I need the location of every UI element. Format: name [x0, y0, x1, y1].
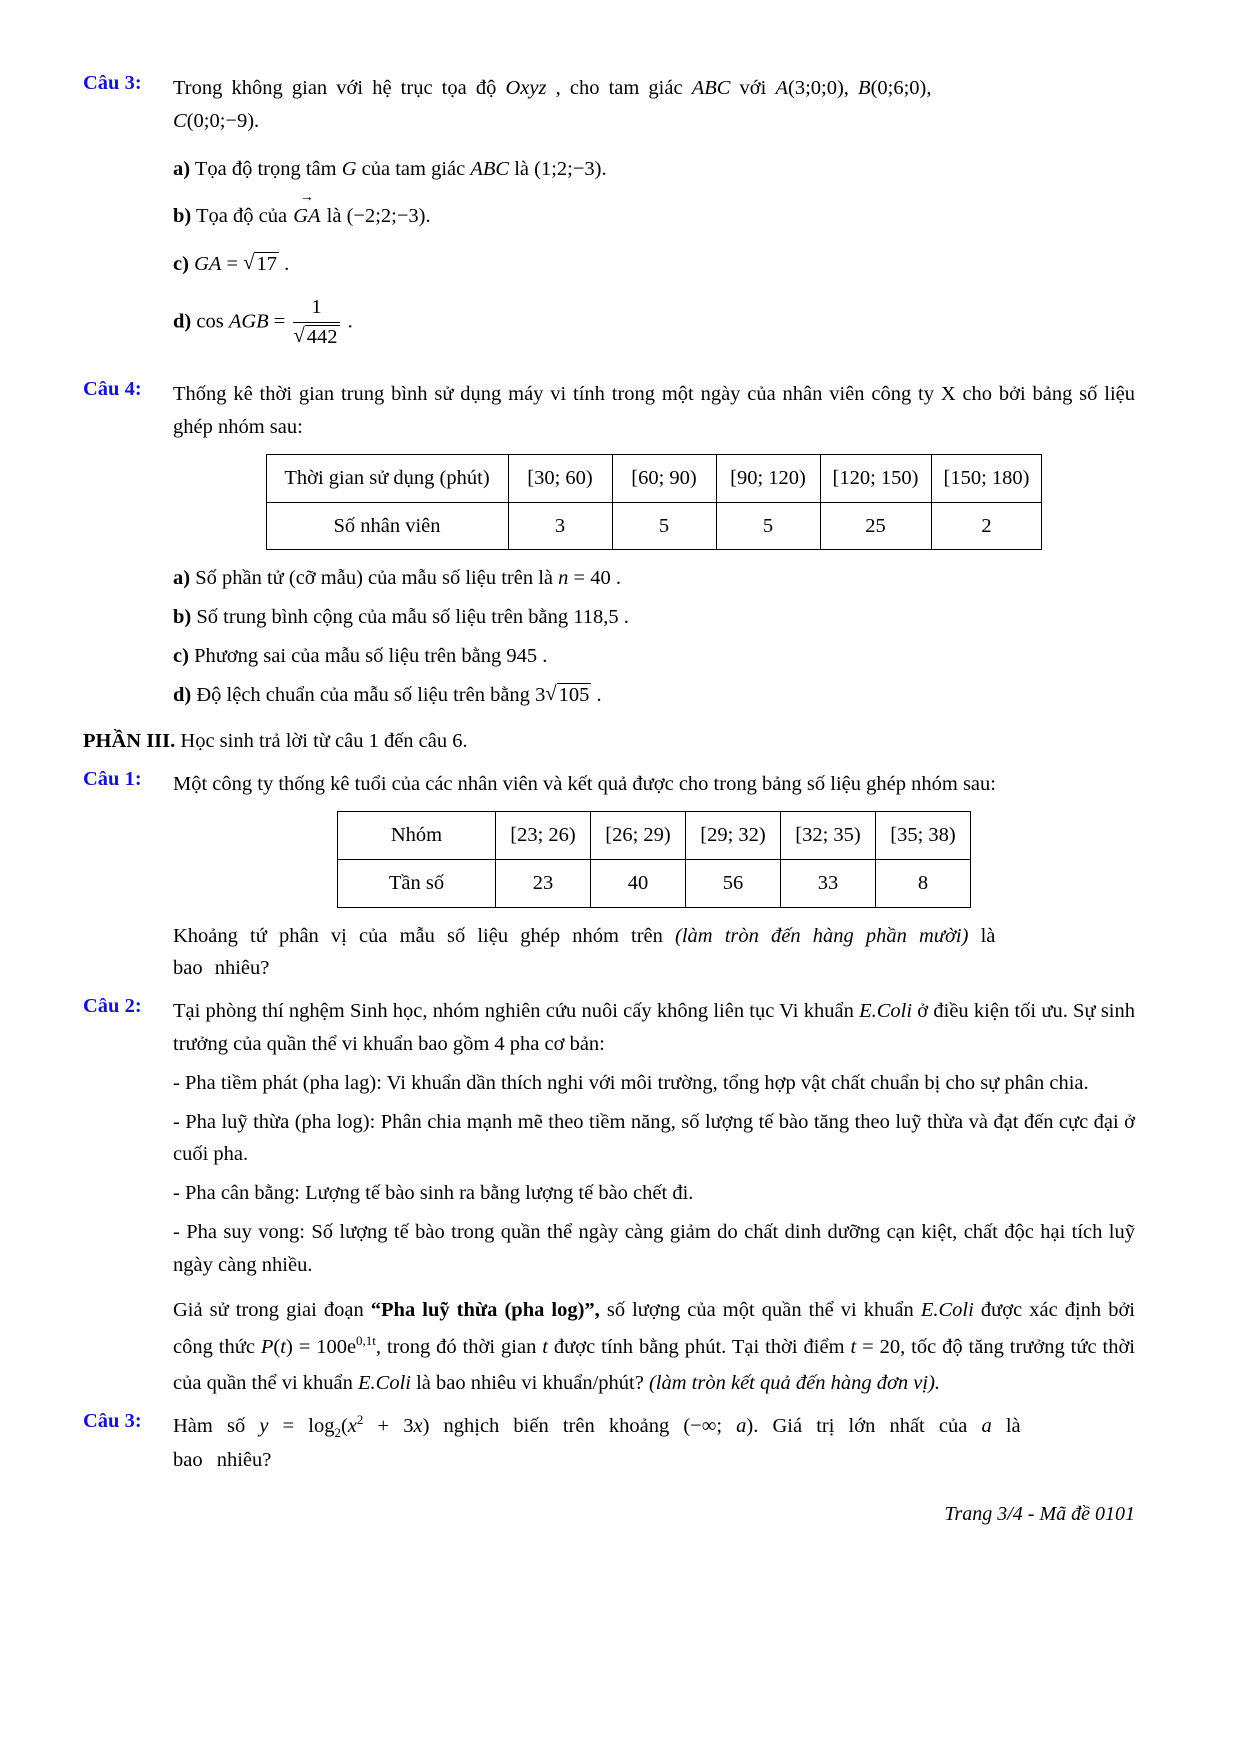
text-run: . — [591, 683, 602, 706]
math-var-ga: GA — [293, 205, 321, 228]
question-label: Câu 3: — [83, 72, 142, 94]
question-label: Câu 3: — [83, 1410, 142, 1433]
text-run: . — [342, 310, 353, 333]
text-run: Số phần tử (cỡ mẫu) của mẫu số liệu trên là — [190, 567, 559, 590]
text-run: . Giá trị lớn nhất của — [753, 1415, 982, 1438]
math-value: (1;2;−3) — [534, 157, 602, 180]
text-run: Tại phòng thí nghệm Sinh học, nhóm nghiên cứu nuôi cấy không liên tục Vi khuẩn — [173, 1000, 860, 1023]
data-cell: 56 — [686, 859, 781, 907]
sqrt-icon: √ — [243, 252, 255, 275]
math-var-x: x — [413, 1415, 423, 1438]
math-var-y: y — [259, 1415, 269, 1438]
data-cell: 2 — [931, 502, 1042, 550]
text-run: . — [610, 567, 621, 590]
text-run: = 20 — [856, 1335, 901, 1358]
question-text — [173, 1410, 1135, 1477]
text-run: là — [509, 157, 535, 180]
math-var-t: t — [280, 1335, 286, 1358]
ecoli-name: E.Coli — [920, 1298, 974, 1321]
text-run: ) = 100e — [285, 1335, 357, 1358]
math-fn-cos: cos — [196, 310, 224, 333]
table-row — [338, 812, 971, 860]
sqrt-radicand: 105 — [558, 683, 590, 706]
math-var-x: x — [347, 1415, 357, 1438]
text-run: + 3 — [363, 1415, 414, 1438]
exponent: 2 — [356, 1412, 364, 1428]
math-value: 118,5 — [573, 606, 619, 629]
data-cell: 40 — [591, 859, 686, 907]
sqrt-radicand: 17 — [256, 253, 277, 276]
data-cell: Số nhân viên — [266, 502, 508, 550]
table-row — [338, 859, 971, 907]
data-cell: Tần số — [338, 859, 496, 907]
question-body — [173, 995, 1135, 1402]
option-d — [173, 679, 1135, 712]
option-b — [173, 190, 1135, 233]
math-value: (−2;2;−3) — [346, 205, 426, 228]
text-run: , cho tam giác — [546, 77, 692, 99]
question-body — [173, 378, 1135, 717]
option-c — [173, 248, 1135, 281]
question-body — [173, 72, 1135, 364]
question-outro — [173, 920, 1135, 986]
text-run: là — [968, 924, 996, 947]
question-body — [173, 1410, 1135, 1477]
option-marker: d) — [173, 683, 192, 706]
part3-heading — [83, 725, 1135, 758]
sqrt-icon: √ — [293, 324, 305, 347]
text-run: . — [618, 606, 629, 629]
math-var-agb: AGB — [228, 310, 269, 333]
data-cell: 25 — [820, 502, 931, 550]
text-run: Giả sử trong giai đoạn — [173, 1298, 371, 1321]
text-run: (0;6;0), — [870, 77, 932, 99]
text-run: = — [268, 310, 291, 333]
sqrt-radicand: 442 — [306, 325, 338, 348]
ecoli-name: E.Coli — [358, 1372, 411, 1395]
question-final — [173, 1292, 1135, 1403]
math-var-g: G — [341, 157, 357, 180]
text-run: (−∞; — [683, 1415, 737, 1438]
data-cell: 3 — [508, 502, 612, 550]
ecoli-name: E.Coli — [859, 1000, 913, 1023]
question-intro: Một công ty thống kê tuổi của các nhân viên và kết quả được cho trong bảng số liệu ghép nhóm sau: — [173, 773, 996, 796]
text-run: ) — [422, 1415, 430, 1438]
sqrt-expression — [243, 253, 279, 275]
question-label: Câu 1: — [83, 768, 142, 791]
option-marker: a) — [173, 567, 191, 590]
data-cell: 23 — [496, 859, 591, 907]
text-run: Phương sai của mẫu số liệu trên bằng — [188, 644, 507, 667]
text-run: . — [537, 644, 548, 667]
header-cell: Nhóm — [338, 812, 496, 860]
text-run: được xác định bởi công thức — [173, 1298, 1135, 1358]
header-cell: [29; 32) — [686, 812, 781, 860]
header-cell: Thời gian sử dụng (phút) — [266, 454, 508, 502]
option-marker: c) — [173, 253, 189, 276]
question-part3-cau3 — [83, 1410, 1135, 1477]
header-cell: [32; 35) — [781, 812, 876, 860]
text-run: ( — [340, 1415, 348, 1438]
question-part3-cau1 — [83, 768, 1135, 985]
math-var-n: n — [558, 567, 569, 590]
math-var-b: B — [858, 77, 871, 99]
text-run: là — [991, 1415, 1021, 1438]
text-run: = 40 — [568, 567, 611, 590]
text-run: Tọa độ trọng tâm — [190, 157, 342, 180]
header-cell: [120; 150) — [820, 454, 931, 502]
text-run: = log — [268, 1415, 335, 1438]
text-run: ( — [273, 1335, 281, 1358]
text-run: (0;0;−9). — [186, 109, 260, 132]
text-run: bao nhiêu? — [173, 957, 270, 980]
text-run: của tam giác — [356, 157, 471, 180]
rounding-note: (làm tròn kết quả đến hàng đơn vị). — [648, 1372, 941, 1395]
header-cell: [150; 180) — [931, 454, 1042, 502]
exponent: 0,1t — [356, 1332, 376, 1348]
math-coefficient: 3 — [535, 683, 546, 706]
data-cell: 5 — [716, 502, 820, 550]
phase-lag: - Pha tiềm phát (pha lag): Vi khuẩn dần thích nghi với môi trường, tổng hợp vật chất chuẩn bị cho sự phân chia. — [173, 1071, 1089, 1094]
text-run: là — [321, 205, 347, 228]
text-run: Độ lệch chuẩn của mẫu số liệu trên bằng — [191, 683, 536, 706]
option-b — [173, 601, 1135, 634]
option-d — [173, 296, 1135, 349]
question-intro — [173, 72, 1135, 138]
age-frequency-table — [337, 811, 971, 908]
text-run: bao nhiêu? — [173, 1449, 272, 1472]
vector-GA — [292, 190, 321, 233]
question-label: Câu 2: — [83, 995, 142, 1018]
text-run: ) — [746, 1415, 754, 1438]
math-var-abc: ABC — [691, 77, 731, 99]
option-marker: a) — [173, 157, 191, 180]
page-footer: Trang 3/4 - Mã đề 0101 — [944, 1503, 1135, 1525]
header-cell: [35; 38) — [876, 812, 971, 860]
text-run: nghịch biến trên khoảng — [429, 1415, 684, 1438]
option-a — [173, 153, 1135, 186]
text-run: là bao nhiêu vi khuẩn/phút? — [410, 1372, 649, 1395]
text-run: Số trung bình cộng của mẫu số liệu trên bằng — [191, 606, 574, 629]
question-part2-cau4 — [83, 378, 1135, 717]
header-cell: [30; 60) — [508, 454, 612, 502]
math-var-c: C — [173, 109, 187, 132]
part3-text: Học sinh trả lời từ câu 1 đến câu 6. — [175, 730, 468, 753]
fraction — [293, 296, 339, 349]
header-cell: [90; 120) — [716, 454, 820, 502]
sqrt-expression — [293, 326, 339, 348]
option-a — [173, 562, 1135, 595]
text-run: (3;0;0), — [788, 77, 859, 99]
math-var-p: P — [260, 1335, 274, 1358]
math-var-t: t — [850, 1335, 857, 1358]
question-intro — [173, 995, 1135, 1061]
option-marker: b) — [173, 205, 192, 228]
text-run: , tốc độ tăng trưởng tức thời của quần thể vi khuẩn — [173, 1335, 1136, 1395]
rounding-note: (làm tròn đến hàng phần mười) — [675, 924, 969, 947]
math-var-a: a — [981, 1415, 992, 1438]
math-var-a: A — [775, 77, 788, 99]
text-run: Hàm số — [173, 1415, 260, 1438]
log-base: 2 — [334, 1425, 341, 1441]
question-body — [173, 768, 1135, 985]
data-cell: 33 — [781, 859, 876, 907]
table-row — [266, 502, 1042, 550]
question-part3-cau2 — [83, 995, 1135, 1402]
text-run: . — [425, 205, 431, 228]
option-c — [173, 640, 1135, 673]
text-run: , trong đó thời gian — [375, 1335, 543, 1358]
vector-arrow-icon: → — [299, 190, 314, 206]
text-run: . — [601, 157, 607, 180]
header-cell: [26; 29) — [591, 812, 686, 860]
math-value: 945 — [506, 644, 538, 667]
text-run: ở điều kiện tối ưu. Sự sinh trưởng của quần thể vi khuẩn bao gồm 4 pha cơ bản: — [173, 1000, 1135, 1056]
header-cell: [23; 26) — [496, 812, 591, 860]
math-var-a: a — [736, 1415, 747, 1438]
table-row — [266, 454, 1042, 502]
math-var-oxyz: Oxyz — [505, 77, 547, 99]
sqrt-expression — [545, 684, 591, 706]
frequency-table — [266, 454, 1043, 551]
phase-log: - Pha luỹ thừa (pha log): Phân chia mạnh mẽ theo tiềm năng, số lượng tế bào tăng theo luỹ thừa và đạt đến cực đại ở cuối pha. — [173, 1110, 1135, 1166]
phase-log-bold: “Pha luỹ thừa (pha log)”, — [370, 1298, 600, 1321]
fraction-denominator — [293, 323, 339, 350]
option-marker: b) — [173, 606, 192, 629]
data-cell: 5 — [612, 502, 716, 550]
text-run: Trong không gian với hệ trục tọa độ — [173, 77, 506, 99]
text-run: . — [278, 253, 290, 276]
option-marker: d) — [173, 310, 192, 333]
text-run: với — [730, 77, 776, 99]
math-var-ga: GA — [194, 253, 222, 276]
phase-decline: - Pha suy vong: Số lượng tế bào trong quần thể ngày càng giảm do chất dinh dưỡng cạn kiệt, chất độc hại tích luỹ ngày càng nhiều. — [173, 1221, 1135, 1276]
header-cell: [60; 90) — [612, 454, 716, 502]
question-intro: Thống kê thời gian trung bình sử dụng máy vi tính trong một ngày của nhân viên công ty X cho bởi bảng số liệu ghép nhóm sau: — [173, 383, 1135, 438]
text-run: = — [221, 253, 244, 276]
sqrt-icon: √ — [545, 682, 557, 705]
text-run: Tọa độ của — [191, 205, 293, 228]
text-run: số lượng của một quần thể vi khuẩn — [599, 1298, 921, 1321]
math-var-t: t — [542, 1335, 548, 1358]
option-marker: c) — [173, 644, 189, 667]
fraction-numerator: 1 — [293, 296, 339, 323]
question-label: Câu 4: — [83, 378, 142, 401]
text-run: được tính bằng phút. Tại thời điểm — [547, 1335, 851, 1358]
part3-title: PHẦN III. — [83, 730, 176, 753]
phase-balance: - Pha cân bằng: Lượng tế bào sinh ra bằng lượng tế bào chết đi. — [173, 1182, 694, 1205]
data-cell: 8 — [876, 859, 971, 907]
text-run: Khoảng tứ phân vị của mẫu số liệu ghép nhóm trên — [173, 924, 676, 947]
question-part2-cau3 — [83, 72, 1135, 364]
math-var-abc: ABC — [470, 157, 510, 180]
